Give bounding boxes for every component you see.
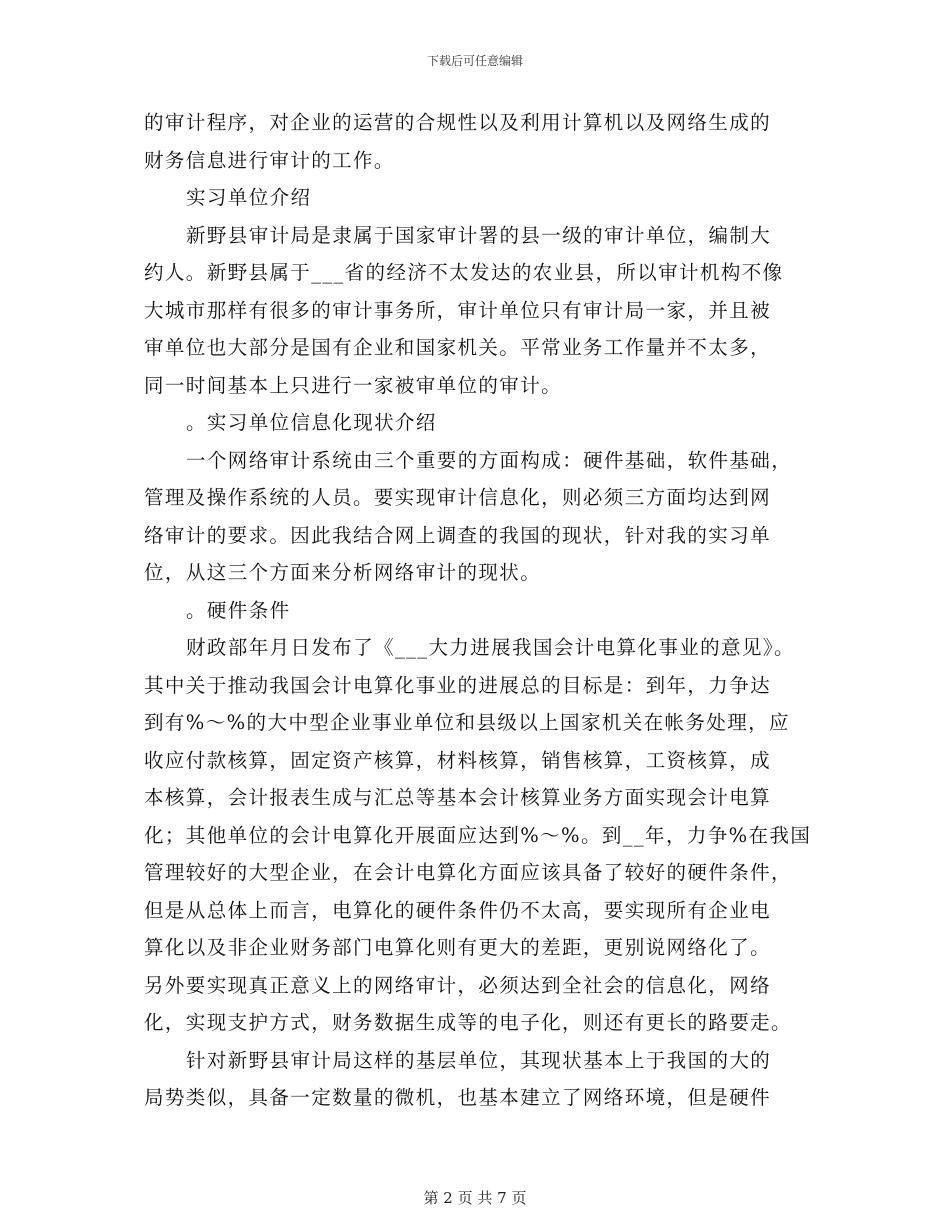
text-line: 局势类似，具备一定数量的微机，也基本建立了网络环境，但是硬件 (144, 1086, 772, 1109)
text-line: 收应付款核算，固定资产核算，材料核算，销售核算，工资核算，成 (144, 748, 772, 772)
text-line: 其中关于推动我国会计电算化事业的进展总的目标是：到年，力争达 (144, 673, 772, 697)
text-line: 另外要实现真正意义上的网络审计，必须达到全社会的信息化，网络 (144, 973, 772, 997)
text-line: 算化以及非企业财务部门电算化则有更大的差距，更别说网络化了。 (144, 936, 772, 959)
section-heading: 实习单位介绍 (186, 186, 312, 209)
text-line: 约人。新野县属于___省的经济不太发达的农业县，所以审计机构不像 (144, 261, 784, 284)
text-line: 管理及操作系统的人员。要实现审计信息化，则必须三方面均达到网 (144, 486, 772, 509)
page-footer: 第 2 页 共 7 页 (423, 1189, 527, 1207)
text-line: 新野县审计局是隶属于国家审计署的县一级的审计单位，编制大 (186, 223, 772, 247)
text-line: 财务信息进行审计的工作。 (144, 148, 395, 172)
text-line: 财政部年月日发布了《___大力进展我国会计电算化事业的意见》。 (186, 636, 795, 659)
text-line: 一个网络审计系统由三个重要的方面构成：硬件基础，软件基础， (186, 448, 793, 472)
text-line: 到有%～%的大中型企业事业单位和县级以上国家机关在帐务处理，应 (144, 711, 790, 734)
text-line: 审单位也大部分是国有企业和国家机关。平常业务工作量并不太多， (144, 336, 772, 359)
text-line: 同一时间基本上只进行一家被审单位的审计。 (144, 373, 563, 397)
text-line: 大城市那样有很多的审计事务所，审计单位只有审计局一家，并且被 (144, 298, 772, 322)
section-heading: 。硬件条件 (186, 598, 291, 622)
text-line: 络审计的要求。因此我结合网上调查的我国的现状，针对我的实习单 (144, 523, 772, 547)
document-body (144, 104, 824, 1117)
text-line: 针对新野县审计局这样的基层单位，其现状基本上于我国的大的 (186, 1048, 772, 1072)
text-line: 化；其他单位的会计电算化开展面应达到%～%。到__年，力争%在我国 (144, 823, 812, 847)
text-line: 但是从总体上而言，电算化的硬件条件仍不太高，要实现所有企业电 (144, 898, 772, 922)
text-line: 管理较好的大型企业，在会计电算化方面应该具备了较好的硬件条件， (144, 861, 792, 884)
text-line: 化，实现支护方式，财务数据生成等的电子化，则还有更长的路要走。 (144, 1011, 792, 1034)
text-line: 的审计程序，对企业的运营的合规性以及利用计算机以及网络生成的 (144, 111, 772, 134)
text-line: 本核算，会计报表生成与汇总等基本会计核算业务方面实现会计电算 (144, 786, 772, 809)
section-heading: 。实习单位信息化现状介绍 (186, 411, 437, 434)
text-line: 位，从这三个方面来分析网络审计的现状。 (144, 561, 542, 584)
page-header: 下载后可任意编辑 (426, 54, 523, 68)
